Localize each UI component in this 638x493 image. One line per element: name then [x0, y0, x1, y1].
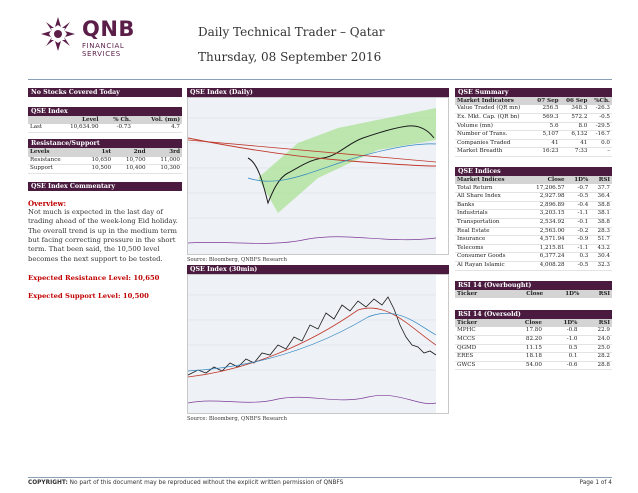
table-cell: 2,896.89	[524, 201, 567, 210]
rs-header-2nd: 2nd	[113, 148, 147, 156]
overbought-header: RSI	[581, 290, 612, 298]
right-column	[455, 88, 612, 370]
min30-chart-bar: QSE Index (30min)	[187, 265, 449, 274]
table-row	[455, 131, 612, 140]
table-row	[455, 210, 612, 219]
table-cell: 6,377.24	[524, 253, 567, 262]
table-cell: -1.1	[567, 210, 591, 219]
expected-support: Expected Support Level: 10,500	[28, 292, 149, 301]
table-cell: 17,206.57	[524, 184, 567, 192]
index-header-change: % Ch.	[101, 116, 133, 124]
index-header-level: Level	[52, 116, 100, 124]
table-cell: Total Return	[455, 184, 524, 192]
copyright-notice	[28, 480, 343, 486]
indices-header: Close	[524, 176, 567, 184]
table-cell: -1.1	[567, 244, 591, 253]
table-cell: 7:33	[561, 148, 590, 157]
table-cell: -0.8	[544, 327, 580, 335]
table-cell: -29.5	[589, 122, 612, 131]
table-cell: 348.3	[561, 105, 590, 113]
summary-header: Market Indicators	[455, 97, 532, 105]
qse-indices-bar: QSE Indices	[455, 167, 612, 176]
table-cell: 41	[561, 139, 590, 148]
table-cell: -0.6	[544, 361, 580, 370]
daily-chart-source: Source: Bloomberg, QNBFS Research	[187, 257, 287, 263]
table-cell: -0.1	[567, 218, 591, 227]
table-cell: 0.1	[544, 353, 580, 362]
table-row	[455, 139, 612, 148]
table-cell: 43.2	[590, 244, 612, 253]
daily-chart-bar: QSE Index (Daily)	[187, 88, 449, 97]
table-cell: 4,008.28	[524, 261, 567, 270]
table-cell: -0.2	[567, 227, 591, 236]
table-cell: Market Breadth	[455, 148, 532, 157]
table-cell: ERES	[455, 353, 502, 362]
rs-cell: 11,000	[148, 157, 182, 165]
oversold-header: Ticker	[455, 319, 502, 327]
table-cell: -0.7	[567, 184, 591, 192]
rs-cell: 10,650	[79, 157, 113, 165]
table-cell: 30.4	[590, 253, 612, 262]
table-cell: 1,215.81	[524, 244, 567, 253]
table-cell: MCCS	[455, 336, 502, 345]
table-cell: -16.7	[589, 131, 612, 140]
table-cell: Real Estate	[455, 227, 524, 236]
daily-chart	[187, 97, 449, 255]
left-column	[28, 88, 182, 300]
rs-header-3rd: 3rd	[148, 148, 182, 156]
table-row	[28, 124, 182, 132]
min30-chart-source: Source: Bloomberg, QNBFS Research	[187, 416, 287, 422]
overview-heading: Overview:	[28, 198, 67, 208]
header-divider	[28, 79, 612, 80]
overbought-header: 1D%	[545, 290, 581, 298]
table-cell: 2,927.98	[524, 193, 567, 202]
rs-cell: 10,500	[79, 165, 113, 174]
index-cell: 10,634.90	[52, 124, 100, 132]
table-cell: 5.6	[532, 122, 561, 131]
no-stocks-bar: No Stocks Covered Today	[28, 88, 182, 97]
table-row	[455, 244, 612, 253]
table-cell: QGMD	[455, 344, 502, 353]
qnb-logo	[40, 13, 150, 58]
table-cell: 36.4	[590, 193, 612, 202]
table-row	[455, 236, 612, 245]
table-cell: All Share Index	[455, 193, 524, 202]
table-cell: Telecoms	[455, 244, 524, 253]
table-cell: 11.15	[502, 344, 543, 353]
table-row	[455, 218, 612, 227]
table-row	[28, 165, 182, 174]
rs-header-levels: Levels	[28, 148, 79, 156]
table-cell: Insurance	[455, 236, 524, 245]
footer-divider	[28, 477, 612, 478]
rsi-oversold-bar: RSI 14 (Oversold)	[455, 310, 612, 319]
rsi-oversold-table	[455, 319, 612, 370]
summary-header: %Ch.	[589, 97, 612, 105]
table-cell: 3,203.15	[524, 210, 567, 219]
rs-cell: 10,300	[148, 165, 182, 174]
table-cell: Industrials	[455, 210, 524, 219]
table-cell: -0.4	[567, 201, 591, 210]
index-cell: Last	[28, 124, 52, 132]
rs-header-1st: 1st	[79, 148, 113, 156]
table-row	[455, 261, 612, 270]
table-cell: Transportation	[455, 218, 524, 227]
table-cell: 569.3	[532, 114, 561, 123]
qse-index-bar: QSE Index	[28, 107, 182, 116]
qse-index-table	[28, 116, 182, 133]
logo-wordmark: QNB	[82, 17, 135, 41]
table-cell: 17.80	[502, 327, 543, 335]
table-cell: Value Traded (QR mn)	[455, 105, 532, 113]
index-header-blank	[28, 116, 52, 124]
table-row	[455, 344, 612, 353]
table-cell: 0.0	[589, 139, 612, 148]
table-cell: 24.0	[580, 336, 613, 345]
table-cell: -0.9	[567, 236, 591, 245]
overview-text: Not much is expected in the last day of trading ahead of the week-long Eid holiday. The overall trend is up in the medium term but facing correcting pressure in the short term. That been said, the 10,500 level becomes the next support to be tested.	[28, 207, 178, 263]
table-cell: -26.3	[589, 105, 612, 113]
table-cell: 16:23	[532, 148, 561, 157]
table-row	[455, 114, 612, 123]
table-cell: Companies Traded	[455, 139, 532, 148]
table-cell: Ex. Mkt. Cap. (QR bn)	[455, 114, 532, 123]
table-cell: 18.18	[502, 353, 543, 362]
qnb-logo-mark-icon	[40, 16, 76, 52]
table-cell: 37.7	[590, 184, 612, 192]
summary-header: 06 Sep	[561, 97, 590, 105]
oversold-rows	[455, 327, 612, 370]
table-row	[455, 201, 612, 210]
summary-header: 07 Sep	[532, 97, 561, 105]
table-cell: 28.3	[590, 227, 612, 236]
table-cell: 38.1	[590, 210, 612, 219]
qse-indices-table	[455, 176, 612, 270]
table-row	[455, 361, 612, 370]
table-cell: GWCS	[455, 361, 502, 370]
table-cell: 25.0	[580, 344, 613, 353]
commentary-bar: QSE Index Commentary	[28, 182, 182, 191]
min30-chart	[187, 274, 449, 414]
table-row	[455, 193, 612, 202]
qse-summary-table	[455, 97, 612, 157]
rsi-overbought-table	[455, 290, 612, 298]
rs-cell: 10,400	[113, 165, 147, 174]
table-row	[455, 336, 612, 345]
middle-column	[187, 88, 449, 422]
table-cell: 38.8	[590, 218, 612, 227]
table-cell: 0.5	[544, 344, 580, 353]
table-cell: 572.2	[561, 114, 590, 123]
table-cell: 54.00	[502, 361, 543, 370]
table-row	[455, 353, 612, 362]
price-axis	[436, 98, 448, 254]
table-row	[455, 253, 612, 262]
index-header-volume: Vol. (mn)	[133, 116, 182, 124]
table-cell: 256.5	[532, 105, 561, 113]
table-row	[455, 148, 612, 157]
resistance-support-bar: Resistance/Support	[28, 139, 182, 148]
table-cell: 82.20	[502, 336, 543, 345]
table-cell: –	[589, 148, 612, 157]
table-cell: -1.0	[544, 336, 580, 345]
rs-cell: 10,700	[113, 157, 147, 165]
table-row	[455, 122, 612, 131]
table-cell: Banks	[455, 201, 524, 210]
oversold-header: 1D%	[544, 319, 580, 327]
table-cell: 38.8	[590, 201, 612, 210]
table-cell: 28.2	[580, 353, 613, 362]
indices-rows	[455, 184, 612, 270]
table-row	[455, 105, 612, 113]
rsi-overbought-bar: RSI 14 (Overbought)	[455, 281, 612, 290]
indices-header: RSI	[590, 176, 612, 184]
table-cell: 2,534.92	[524, 218, 567, 227]
indices-header: 1D%	[567, 176, 591, 184]
indices-header: Market Indices	[455, 176, 524, 184]
table-cell: Consumer Goods	[455, 253, 524, 262]
table-cell: 4,571.94	[524, 236, 567, 245]
table-cell: -0.5	[589, 114, 612, 123]
table-cell: -0.5	[567, 193, 591, 202]
copyright-label: COPYRIGHT:	[28, 480, 68, 486]
index-cell: -0.73	[101, 124, 133, 132]
table-cell: 2,563.00	[524, 227, 567, 236]
table-row	[28, 157, 182, 165]
table-cell: 51.7	[590, 236, 612, 245]
table-cell: Number of Trans.	[455, 131, 532, 140]
report-title: Daily Technical Trader – Qatar	[198, 25, 385, 39]
table-row	[455, 184, 612, 192]
table-cell: 32.3	[590, 261, 612, 270]
copyright-text: No part of this document may be reproduced without the explicit written permission of QNBFS	[69, 480, 344, 486]
table-cell: 22.9	[580, 327, 613, 335]
table-cell: 8.0	[561, 122, 590, 131]
rs-cell: Resistance	[28, 157, 79, 165]
rs-cell: Support	[28, 165, 79, 174]
logo-subtitle: FINANCIAL SERVICES	[82, 42, 125, 58]
table-cell: 6,132	[561, 131, 590, 140]
table-cell: 28.8	[580, 361, 613, 370]
table-cell: 41	[532, 139, 561, 148]
table-cell: Al Rayan Islamic	[455, 261, 524, 270]
table-row	[455, 327, 612, 335]
daily-chart-svg	[188, 98, 448, 254]
table-row	[455, 227, 612, 236]
qse-summary-bar: QSE Summary	[455, 88, 612, 97]
resistance-support-table	[28, 148, 182, 174]
table-cell: -0.5	[567, 261, 591, 270]
table-cell: 0.3	[567, 253, 591, 262]
chart-background	[188, 275, 448, 413]
table-cell: MPHC	[455, 327, 502, 335]
index-cell: 4.7	[133, 124, 182, 132]
report-date: Thursday, 08 September 2016	[198, 50, 382, 64]
oversold-header: RSI	[580, 319, 613, 327]
oversold-header: Close	[502, 319, 543, 327]
summary-rows	[455, 105, 612, 156]
page-number: Page 1 of 4	[579, 480, 612, 486]
overbought-header: Close	[503, 290, 545, 298]
expected-resistance: Expected Resistance Level: 10,650	[28, 274, 160, 283]
table-cell: Volume (mn)	[455, 122, 532, 131]
overbought-header: Ticker	[455, 290, 503, 298]
table-cell: 5,107	[532, 131, 561, 140]
price-axis	[436, 275, 448, 413]
min30-chart-svg	[188, 275, 448, 413]
